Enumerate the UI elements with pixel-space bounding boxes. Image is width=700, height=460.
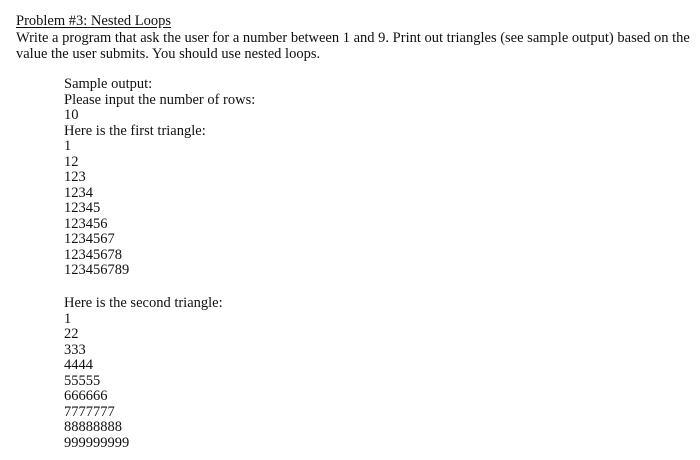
second-triangle-row: 22 (64, 326, 79, 342)
first-triangle-row: 12345 (64, 200, 101, 216)
second-triangle-row: 88888888 (64, 419, 122, 435)
second-triangle-row: 666666 (64, 388, 108, 404)
input-value: 10 (64, 107, 79, 123)
input-prompt: Please input the number of rows: (64, 91, 256, 108)
first-triangle-row: 123 (64, 169, 86, 185)
second-triangle-row: 1 (64, 310, 72, 327)
second-triangle-row: 7777777 (64, 403, 115, 420)
first-triangle-row: 123456 (64, 215, 108, 232)
problem-description (16, 30, 692, 62)
second-triangle-label: Here is the second triangle: (64, 295, 223, 311)
second-triangle-row: 333 (64, 341, 86, 358)
first-triangle-row: 1234 (64, 184, 93, 201)
second-triangle-row: 4444 (64, 357, 93, 373)
second-triangle-block (64, 296, 223, 451)
first-triangle-row: 12345678 (64, 246, 122, 263)
description-line: Write a program that ask the user for a number between 1 and 9. Print out triangles (see sample output) based on the (16, 30, 690, 46)
problem-title: Problem #3: Nested Loops (16, 13, 172, 29)
first-triangle-row: 1 (64, 138, 72, 154)
description-line: value the user submits. You should use nested loops. (16, 46, 321, 62)
first-triangle-row: 1234567 (64, 231, 115, 247)
first-triangle-row: 123456789 (64, 262, 130, 278)
second-triangle-row: 999999999 (64, 434, 130, 451)
first-triangle-row: 12 (64, 153, 79, 170)
sample-output-block (64, 77, 255, 279)
problem-header (16, 13, 692, 62)
first-triangle-label: Here is the first triangle: (64, 122, 206, 139)
second-triangle-row: 55555 (64, 372, 101, 389)
sample-output-heading: Sample output: (64, 76, 153, 92)
